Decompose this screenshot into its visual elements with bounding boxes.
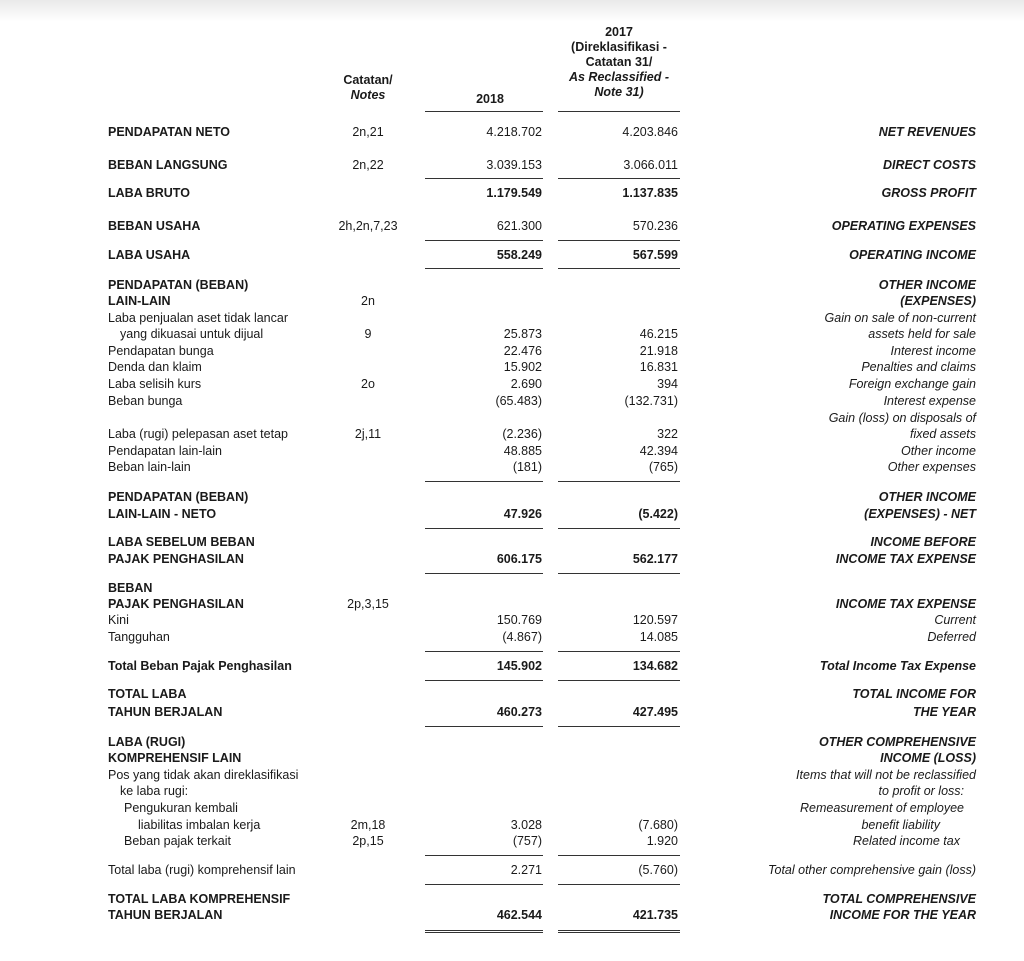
header-notes [318,73,418,103]
value-2018: (65.483) [495,394,542,408]
note-ref: 2n [361,294,375,308]
label-en: Deferred [927,630,976,644]
label-id-1: LABA (RUGI) [108,735,186,749]
label-en-2: (EXPENSES) - NET [864,507,976,521]
value-2018: 3.028 [510,818,542,832]
label-id: Beban pajak terkait [124,834,232,848]
label-en-2: THE YEAR [913,705,976,719]
value-2017: (7.680) [638,818,678,832]
rule [558,481,680,482]
value-2017: 1.137.835 [622,186,678,200]
header-underline-2018 [425,111,543,112]
header-2017-note-en: Note 31) [594,85,644,99]
value-2018: 2.690 [510,377,542,391]
label-id-2: PAJAK PENGHASILAN [108,552,244,566]
value-2017: (765) [648,460,678,474]
label-id-1: TOTAL LABA KOMPREHENSIF [108,892,291,906]
label-id: PENDAPATAN NETO [108,125,230,139]
label-en: NET REVENUES [878,125,976,139]
rule [558,726,680,727]
value-2018: (181) [512,460,542,474]
label-en: Penalties and claims [861,360,976,374]
value-2017: 3.066.011 [623,158,678,172]
label-id-1: PENDAPATAN (BEBAN) [108,490,249,504]
value-2017: 46.215 [639,327,678,341]
label-en: Other expenses [887,460,976,474]
value-2017: (5.422) [638,507,678,521]
label-id-1: Laba penjualan aset tidak lancar [108,311,288,325]
label-en-1: Gain on sale of non-current [824,311,976,325]
rule [425,240,543,241]
header-2017-reclass-en: As Reclassified - [568,70,670,84]
rule [425,726,543,727]
rule [558,240,680,241]
header-2017-reclass-id: (Direklasifikasi - [571,40,667,54]
label-id: LABA USAHA [108,248,191,262]
label-id: Laba selisih kurs [108,377,202,391]
value-2018: 150.769 [496,613,542,627]
top-shadow-band [0,0,1024,22]
label-id-5: Pengukuran kembali [124,801,238,815]
label-id: Beban bunga [108,394,183,408]
rule [425,178,543,179]
value-2017: 562.177 [632,552,678,566]
label-id: Laba (rugi) pelepasan aset tetap [108,427,288,441]
value-2017: 1.920 [646,834,678,848]
label-en-2: INCOME TAX EXPENSE [835,552,976,566]
label-en-2: INCOME (LOSS) [880,751,976,765]
label-id: Pendapatan bunga [108,344,214,358]
rule [425,528,543,529]
header-2017 [555,25,683,100]
label-id-4: ke laba rugi: [120,784,189,798]
value-2017: 394 [657,377,678,391]
value-2018: (757) [512,834,542,848]
value-2017: 567.599 [632,248,678,262]
value-2018: 606.175 [496,552,542,566]
value-2018: 621.300 [496,219,542,233]
rule [558,651,680,652]
note-ref: 2p,15 [352,834,384,848]
rule [425,481,543,482]
label-en-1: OTHER INCOME [878,490,976,504]
label-en: OPERATING INCOME [849,248,976,262]
rule [425,855,543,856]
label-en: Interest income [890,344,976,358]
label-id-2: TAHUN BERJALAN [108,705,223,719]
label-en-4: to profit or loss: [878,784,964,798]
value-2018: 145.902 [496,659,542,673]
label-en-1: INCOME BEFORE [870,535,976,549]
label-id: Pendapatan lain-lain [108,444,222,458]
label-id-1: TOTAL LABA [108,687,187,701]
header-notes-id: Catatan/ [343,73,393,87]
rule [558,178,680,179]
label-id: Total laba (rugi) komprehensif lain [108,863,296,877]
rule [558,855,680,856]
value-2018: 22.476 [503,344,542,358]
value-2018: 460.273 [496,705,542,719]
label-id-2: PAJAK PENGHASILAN [108,597,244,611]
value-2017: 134.682 [632,659,678,673]
label-en: Total other comprehensive gain (loss) [768,863,976,877]
label-id: liabilitas imbalan kerja [138,818,261,832]
value-2017: (132.731) [624,394,678,408]
label-id: Total Beban Pajak Penghasilan [108,659,292,673]
label-id-3: Pos yang tidak akan direklasifikasi [108,768,299,782]
value-2017: 42.394 [639,444,678,458]
label-id: Denda dan klaim [108,360,202,374]
value-2018: 2.271 [510,863,542,877]
label-en: Foreign exchange gain [848,377,976,391]
note-ref: 2n,22 [352,158,384,172]
value-2018: 3.039.153 [486,158,542,172]
rule [425,573,543,574]
label-en: INCOME TAX EXPENSE [835,597,976,611]
header-notes-en: Notes [350,88,386,102]
value-2017: 120.597 [632,613,678,627]
label-id-2: LAIN-LAIN [108,294,171,308]
rule [558,680,680,681]
label-en-2: INCOME FOR THE YEAR [829,908,976,922]
label-id: Kini [108,613,129,627]
note-ref: 2j,11 [354,427,382,441]
value-2018: 558.249 [496,248,542,262]
rule [558,268,680,269]
label-en: Current [934,613,976,627]
label-en-2: (EXPENSES) [900,294,976,308]
rule [425,268,543,269]
label-id: Beban lain-lain [108,460,191,474]
label-en: Related income tax [852,834,960,848]
label-en-1: OTHER COMPREHENSIVE [819,735,976,749]
label-id-2: yang dikuasai untuk dijual [120,327,264,341]
label-en-2: fixed assets [909,427,976,441]
label-en: Interest expense [883,394,976,408]
label-id-2: KOMPREHENSIF LAIN [108,751,242,765]
value-2018: (2.236) [502,427,542,441]
label-id-2: LAIN-LAIN - NETO [108,507,217,521]
value-2017: 4.203.846 [622,125,678,139]
label-en-1: TOTAL COMPREHENSIVE [822,892,976,906]
value-2017: 421.735 [632,908,678,922]
label-id: LABA BRUTO [108,186,190,200]
note-ref: 2p,3,15 [347,597,389,611]
value-2018: 15.902 [503,360,542,374]
value-2017: (5.760) [638,863,678,877]
double-rule-2017 [558,930,680,933]
rule [425,680,543,681]
value-2018: 25.873 [503,327,542,341]
rule [425,651,543,652]
label-id-2: TAHUN BERJALAN [108,908,223,922]
rule [558,884,680,885]
value-2018: 4.218.702 [486,125,542,139]
label-en-1: OTHER INCOME [878,278,976,292]
note-ref: 2o [361,377,375,391]
label-en: DIRECT COSTS [882,158,976,172]
rule [558,573,680,574]
value-2017: 16.831 [639,360,678,374]
label-id: BEBAN USAHA [108,219,201,233]
value-2018: 462.544 [496,908,542,922]
header-2017-note-id: Catatan 31/ [585,55,653,69]
note-ref: 2h,2n,7,23 [338,219,398,233]
note-ref: 2n,21 [352,125,384,139]
label-id-1: LABA SEBELUM BEBAN [108,535,255,549]
double-rule-2018 [425,930,543,933]
note-ref: 9 [364,327,372,341]
label-en: Other income [900,444,976,458]
value-2018: (4.867) [502,630,542,644]
value-2018: 1.179.549 [486,186,542,200]
header-2018: 2018 [476,92,504,106]
label-id-1: BEBAN [108,581,153,595]
label-en: OPERATING EXPENSES [831,219,976,233]
rule [558,528,680,529]
value-2017: 570.236 [632,219,678,233]
label-en-1: TOTAL INCOME FOR [852,687,976,701]
value-2017: 427.495 [632,705,678,719]
header-2017-year: 2017 [605,25,633,39]
label-en-1: Gain (loss) on disposals of [828,411,976,425]
rule [425,884,543,885]
label-id: Tangguhan [108,630,170,644]
label-id-1: PENDAPATAN (BEBAN) [108,278,249,292]
value-2018: 47.926 [503,507,542,521]
value-2018: 48.885 [503,444,542,458]
label-en-5: Remeasurement of employee [800,801,964,815]
value-2017: 21.918 [639,344,678,358]
value-2017: 14.085 [639,630,678,644]
label-id: BEBAN LANGSUNG [108,158,228,172]
label-en: benefit liability [861,818,940,832]
value-2017: 322 [657,427,678,441]
header-underline-2017 [558,111,680,112]
label-en-3: Items that will not be reclassified [796,768,976,782]
label-en: GROSS PROFIT [881,186,976,200]
note-ref: 2m,18 [350,818,386,832]
label-en-2: assets held for sale [868,327,976,341]
label-en: Total Income Tax Expense [819,659,976,673]
